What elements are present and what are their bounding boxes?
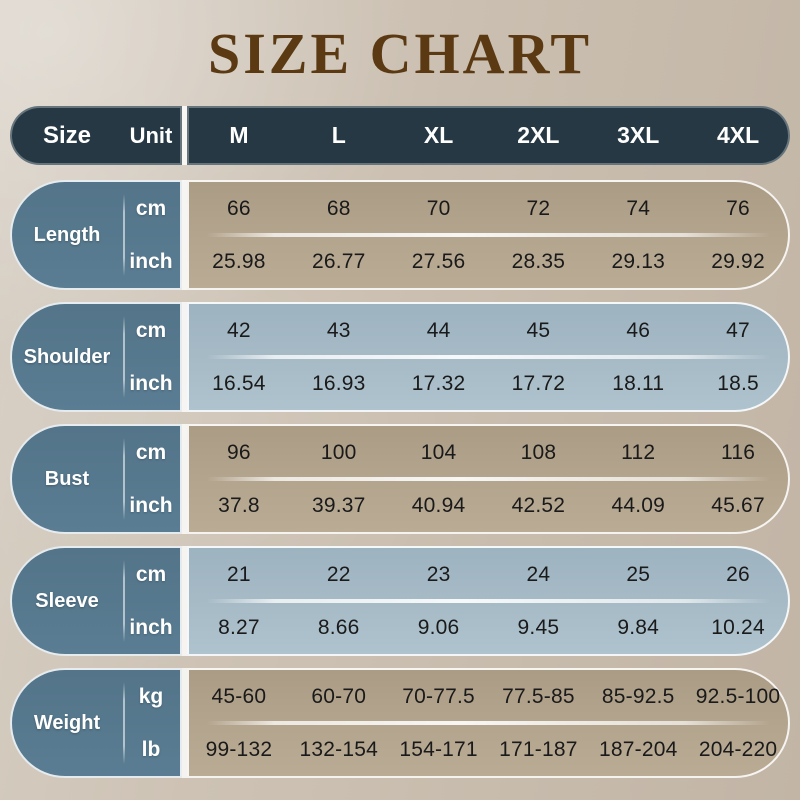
row-units (122, 426, 180, 532)
value-cell: 47 (726, 318, 750, 342)
value-cell: 28.35 (511, 249, 566, 273)
table-row-sleeve (10, 546, 790, 656)
unit-cm: cm (135, 318, 167, 342)
header-size-4xl: 4XL (716, 122, 760, 148)
header-size: Size (42, 121, 92, 149)
values-cm (189, 426, 788, 479)
row-name: Shoulder (23, 345, 111, 368)
value-cell: 45.67 (711, 493, 765, 517)
row-units (122, 670, 180, 776)
value-cell: 171-187 (499, 737, 578, 761)
value-cell: 132-154 (299, 737, 378, 761)
value-cell: 44.09 (611, 493, 665, 517)
unit-inch: inch (129, 615, 173, 639)
value-cell: 99-132 (205, 737, 273, 761)
header-size-xl: XL (423, 122, 454, 148)
value-cell: 66 (227, 196, 251, 220)
values-inch (189, 601, 788, 654)
value-cell: 112 (621, 440, 656, 464)
row-values-sleeve (187, 546, 790, 656)
header-size-l: L (331, 122, 346, 148)
value-cell: 27.56 (411, 249, 466, 273)
row-values-shoulder (187, 302, 790, 412)
value-cell: 8.27 (218, 615, 260, 639)
value-cell: 39.37 (311, 493, 366, 517)
value-cell: 72 (526, 196, 551, 220)
row-glow-divider (207, 355, 770, 359)
row-name: Sleeve (35, 589, 99, 612)
value-cell: 45-60 (211, 684, 267, 708)
value-cell: 76 (726, 196, 750, 220)
value-cell: 77.5-85 (502, 684, 575, 708)
unit-inch: inch (129, 493, 173, 517)
size-table (10, 106, 790, 790)
header-label-block (10, 106, 182, 165)
value-cell: 96 (227, 440, 251, 464)
unit-divider (123, 438, 125, 520)
value-cell: 21 (227, 562, 251, 586)
unit-kg: kg (138, 684, 164, 708)
value-cell: 10.24 (711, 615, 765, 639)
unit-divider (123, 682, 125, 764)
value-cell: 74 (626, 196, 651, 220)
value-cell: 42 (227, 318, 251, 342)
value-cell: 85-92.5 (601, 684, 675, 708)
value-cell: 43 (326, 318, 351, 342)
header-size-3xl: 3XL (617, 122, 660, 148)
row-units (122, 182, 180, 288)
values-inch (189, 357, 788, 410)
row-values-length (187, 180, 790, 290)
value-cell: 70 (426, 196, 451, 220)
value-cell: 17.72 (511, 371, 566, 395)
value-cell: 92.5-100 (695, 684, 781, 708)
value-cell: 154-171 (399, 737, 478, 761)
value-cell: 29.92 (711, 249, 765, 273)
row-label-weight (10, 668, 182, 778)
row-glow-divider (207, 721, 770, 725)
unit-inch: inch (129, 249, 173, 273)
values-cm (189, 182, 788, 235)
value-cell: 187-204 (598, 737, 678, 761)
value-cell: 9.84 (617, 615, 660, 639)
value-cell: 108 (520, 440, 557, 464)
values-inch (189, 235, 788, 288)
table-row-length (10, 180, 790, 290)
value-cell: 9.45 (517, 615, 560, 639)
value-cell: 204-220 (698, 737, 778, 761)
row-name: Bust (44, 467, 90, 490)
row-label-length (10, 180, 182, 290)
value-cell: 22 (326, 562, 351, 586)
value-cell: 42.52 (511, 493, 566, 517)
value-cell: 100 (320, 440, 357, 464)
header-size-2xl: 2XL (517, 122, 560, 148)
unit-divider (123, 316, 125, 398)
values-kg (189, 670, 788, 723)
row-units (122, 304, 180, 410)
header-size-m: M (229, 122, 249, 148)
values-cm (189, 304, 788, 357)
value-cell: 25.98 (212, 249, 266, 273)
value-cell: 17.32 (411, 371, 466, 395)
value-cell: 16.93 (311, 371, 366, 395)
unit-cm: cm (135, 196, 167, 220)
value-cell: 40.94 (411, 493, 466, 517)
row-glow-divider (207, 599, 770, 603)
row-name: Length (33, 223, 101, 246)
value-cell: 24 (526, 562, 551, 586)
row-values-weight (187, 668, 790, 778)
table-header-row (10, 106, 790, 165)
value-cell: 25 (626, 562, 651, 586)
header-unit: Unit (129, 122, 173, 148)
row-label-sleeve (10, 546, 182, 656)
page-title: SIZE CHART (207, 21, 593, 86)
value-cell: 68 (326, 196, 351, 220)
value-cell: 16.54 (212, 371, 266, 395)
value-cell: 26.77 (311, 249, 366, 273)
value-cell: 37.8 (218, 493, 260, 517)
header-sizes-block (187, 106, 790, 165)
value-cell: 18.11 (612, 371, 665, 395)
row-name: Weight (33, 711, 101, 734)
unit-cm: cm (135, 440, 167, 464)
value-cell: 104 (420, 440, 457, 464)
row-glow-divider (207, 233, 770, 237)
value-cell: 26 (726, 562, 750, 586)
values-inch (189, 479, 788, 532)
value-cell: 44 (426, 318, 451, 342)
value-cell: 8.66 (317, 615, 360, 639)
table-row-weight (10, 668, 790, 778)
row-values-bust (187, 424, 790, 534)
row-glow-divider (207, 477, 770, 481)
value-cell: 45 (526, 318, 551, 342)
value-cell: 60-70 (311, 684, 367, 708)
value-cell: 116 (721, 440, 756, 464)
row-units (122, 548, 180, 654)
value-cell: 29.13 (611, 249, 665, 273)
value-cell: 18.5 (717, 371, 759, 395)
value-cell: 70-77.5 (402, 684, 475, 708)
value-cell: 9.06 (417, 615, 460, 639)
value-cell: 46 (626, 318, 651, 342)
value-cell: 23 (426, 562, 451, 586)
unit-lb: lb (141, 737, 161, 761)
unit-cm: cm (135, 562, 167, 586)
values-cm (189, 548, 788, 601)
table-row-shoulder (10, 302, 790, 412)
unit-divider (123, 560, 125, 642)
values-lb (189, 723, 788, 776)
unit-divider (123, 194, 125, 276)
row-label-bust (10, 424, 182, 534)
table-row-bust (10, 424, 790, 534)
row-label-shoulder (10, 302, 182, 412)
unit-inch: inch (129, 371, 173, 395)
